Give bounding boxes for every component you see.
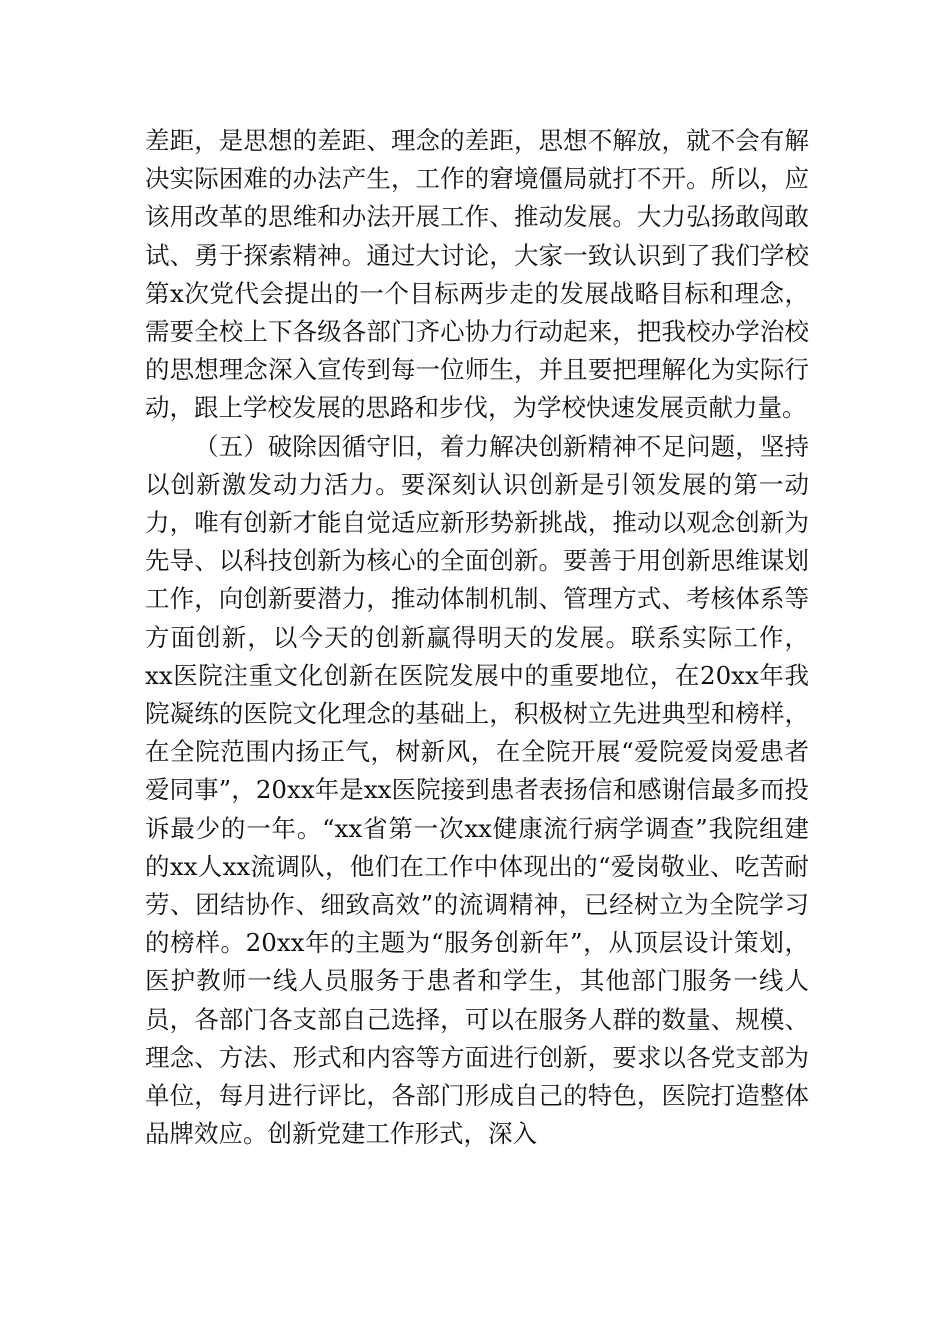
paragraph-continuation: 差距，是思想的差距、理念的差距，思想不解放，就不会有解决实际困难的办法产生，工作的窘境僵局就打不开。所以，应该用改革的思维和办法开展工作、推动发展。大力弘扬敢闯敢试、勇于探索精神。通过大讨论，大家一致认识到了我们学校第x次党代会提出的一个目标两步走的发展战略目标和理念，需要全校上下各级各部门齐心协力行动起来，把我校办学治校的思想理念深入宣传到每一位师生，并且要把理解化为实际行动，跟上学校发展的思路和步伐，为学校快速发展贡献力量。 [145,126,809,423]
paragraph-section-five: （五）破除因循守旧，着力解决创新精神不足问题，坚持以创新激发动力活力。要深刻认识创新是引领发展的第一动力，唯有创新才能自觉适应新形势新挑战，推动以观念创新为先导、以科技创新为核心的全面创新。要善于用创新思维谋划工作，向创新要潜力，推动体制机制、管理方式、考核体系等方面创新，以今天的创新赢得明天的发展。联系实际工作，xx医院注重文化创新在医院发展中的重要地位，在20xx年我院凝练的医院文化理念的基础上，积极树立先进典型和榜样，在全院范围内扬正气，树新风，在全院开展“爱院爱岗爱患者爱同事”，20xx年是xx医院接到患者表扬信和感谢信最多而投诉最少的一年。“xx省第一次xx健康流行病学调查”我院组建的xx人xx流调队，他们在工作中体现出的“爱岗敬业、吃苦耐劳、团结协作、细致高效”的流调精神，已经树立为全院学习的榜样。20xx年的主题为“服务创新年”，从顶层设计策划，医护教师一线人员服务于患者和学生，其他部门服务一线人员，各部门各支部自己选择，可以在服务人群的数量、规模、理念、方法、形式和内容等方面进行创新，要求以各党支部为单位，每月进行评比，各部门形成自己的特色，医院打造整体品牌效应。创新党建工作形式，深入 [145,431,809,1149]
document-body [145,122,809,1153]
